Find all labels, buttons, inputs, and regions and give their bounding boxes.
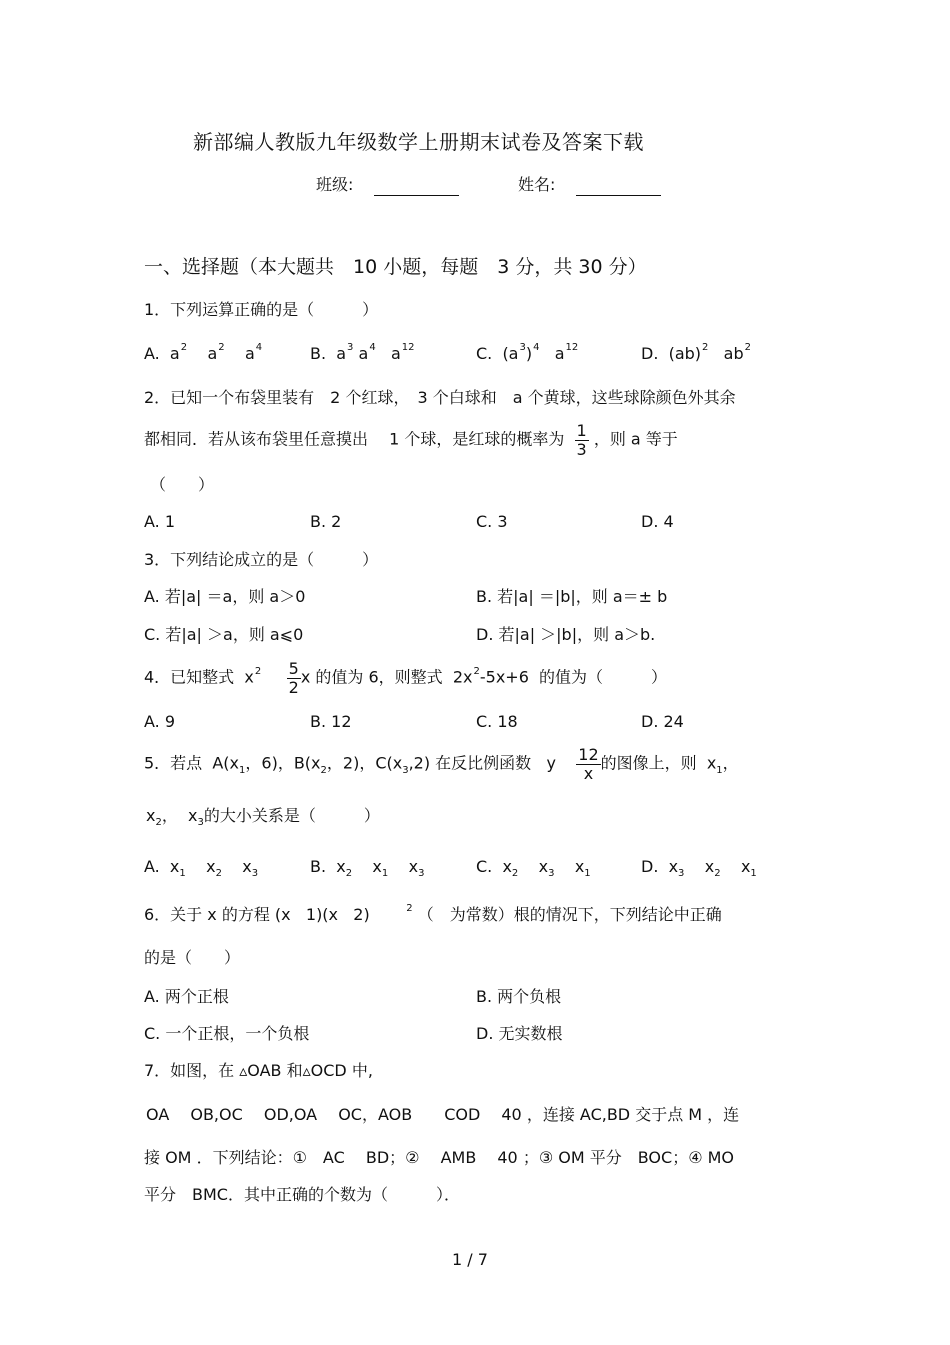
name-blank[interactable] [576, 195, 661, 196]
question-2-line-1: 2．已知一个布袋里装有 2 个红球， 3 个白球和 a 个黄球，这些球除颜色外其余 [144, 388, 736, 407]
q3-option-d: D. 若|a| ＞|b|，则 a＞b. [476, 625, 656, 644]
question-4-stem: 4．已知整式 $x^2$ $\frac{5}{2}$ x 的值为 6，则整式 $2x^2-5x+6$ 的值为（ ） [144, 659, 668, 697]
question-5-line-2: $x_2$， $x_3$的大小关系是（ ） [146, 806, 380, 828]
q6-option-b: B. 两个负根 [476, 987, 562, 1006]
q6-option-a: A. 两个正根 [144, 987, 229, 1006]
question-2-line-2: 都相同．若从该布袋里任意摸出 1 个球，是红球的概率为 $\frac{1}{3}$ ，则 a 等于 [144, 421, 678, 459]
q5-option-b: B. $x_2$ $x_1$ $x_3$ [310, 857, 425, 879]
question-7-line-3: 接 OM ．下列结论：① AC BD；② AMB 40 ；③ OM 平分 BOC；④ MO [144, 1148, 735, 1167]
q2-option-a: A. 1 [144, 512, 176, 531]
q4-option-c: C. 18 [476, 712, 518, 731]
section-title: 一、选择题（本大题共 10 小题，每题 3 分，共 30 分） [144, 256, 647, 278]
question-6-line-1: 6．关于 x 的方程 (x 1)(x 2) $^2$ （ 为常数）根的情况下，下列结论中正确 [144, 903, 722, 924]
name-label: 姓名: [518, 175, 556, 194]
q5-option-c: C. $x_2$ $x_3$ $x_1$ [476, 857, 591, 879]
question-7-line-4: 平分 BMC．其中正确的个数为（ ）． [144, 1185, 460, 1204]
q5-option-a: A. $x_1$ $x_2$ $x_3$ [144, 857, 259, 879]
q1-option-b: B. $a^3$ $a^4$ $a^{12}$ [310, 342, 415, 363]
q3-option-b: B. 若|a| ＝|b|，则 a＝± b [476, 587, 668, 606]
q2-option-c: C. 3 [476, 512, 508, 531]
q2-option-b: B. 2 [310, 512, 342, 531]
question-5-line-1: 5．若点 $A(x_1$，6)，$B(x_2$，2)，$C(x_3,2)$ 在反比例函数 y $\frac{12}{x}$ 的图像上，则 $x_1$， [144, 745, 739, 783]
q5-fraction: $\frac{12}{x}$ [578, 745, 599, 783]
question-6-line-2: 的是（ ） [144, 948, 241, 967]
q1-option-d: D. (ab)$^2$ $ab^2$ [641, 342, 751, 363]
q6-option-d: D. 无实数根 [476, 1024, 563, 1043]
q4-fraction: $\frac{5}{2}$ [288, 659, 299, 697]
q4-option-b: B. 12 [310, 712, 352, 731]
q5-option-d: D. $x_3$ $x_2$ $x_1$ [641, 857, 757, 879]
question-3-stem: 3．下列结论成立的是（ ） [144, 550, 379, 569]
q1-option-c: C. $(a^3)^4$ $a^{12}$ [476, 342, 579, 363]
q4-option-d: D. 24 [641, 712, 684, 731]
q3-option-a: A. 若|a| ＝a，则 a＞0 [144, 587, 306, 606]
q1-option-a: A. $a^2$ $a^2$ $a^4$ [144, 342, 263, 363]
q3-option-c: C. 若|a| ＞a，则 a⩽0 [144, 625, 304, 644]
class-blank[interactable] [374, 195, 459, 196]
question-1-stem: 1．下列运算正确的是（ ） [144, 300, 379, 319]
q2-probability-fraction: $\frac{1}{3}$ [576, 421, 587, 459]
q2-option-d: D. 4 [641, 512, 674, 531]
q4-option-a: A. 9 [144, 712, 176, 731]
q6-option-c: C. 一个正根，一个负根 [144, 1024, 310, 1043]
question-7-line-2: OA OB,OC OD,OA OC，AOB COD 40 ，连接 AC,BD 交于点 M ，连 [146, 1105, 740, 1124]
class-label: 班级: [316, 175, 354, 194]
page-title: 新部编人教版九年级数学上册期末试卷及答案下载 [193, 130, 644, 154]
question-2-line-3: （ ） [150, 475, 215, 494]
page-number: 1 / 7 [452, 1250, 488, 1269]
question-7-stem: 7．如图，在 ▵OAB 和▵OCD 中, [144, 1061, 373, 1080]
